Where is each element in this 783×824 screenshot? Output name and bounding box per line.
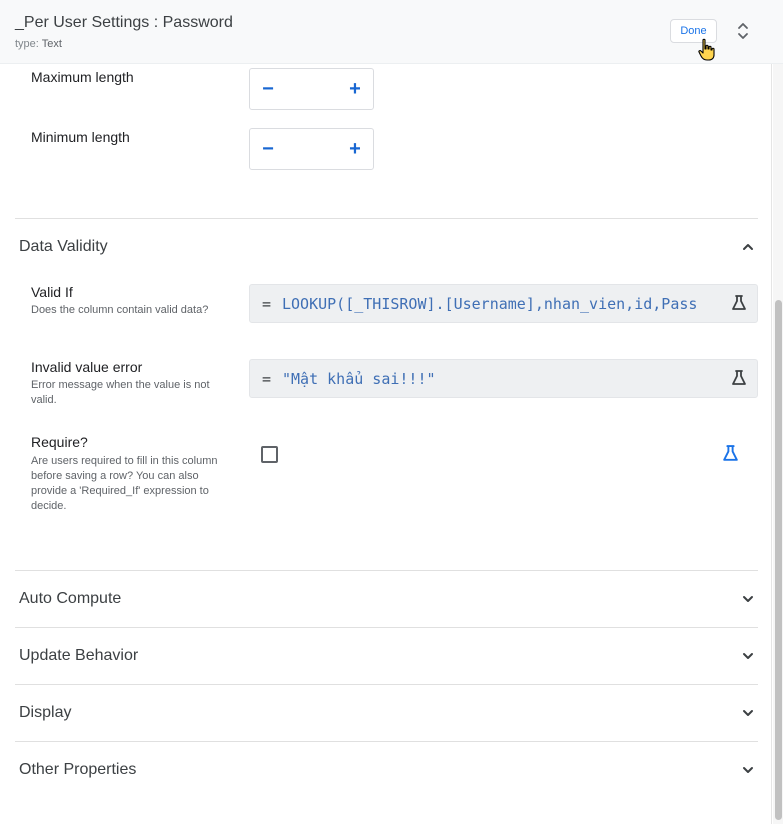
section-divider — [15, 218, 758, 219]
increment-button[interactable]: + — [349, 138, 361, 160]
panel-border — [771, 64, 772, 824]
minimum-length-label: Minimum length — [31, 129, 130, 145]
require-label: Require? — [31, 434, 88, 450]
section-title-display[interactable]: Display — [19, 704, 72, 721]
section-divider — [15, 570, 758, 571]
chevron-down-icon[interactable] — [740, 648, 756, 664]
invalid-value-error-expression[interactable]: "Mật khẩu sai!!!" — [282, 370, 436, 388]
equals-sign: = — [262, 295, 272, 313]
scrollbar-thumb[interactable] — [775, 300, 782, 820]
valid-if-help: Does the column contain valid data? — [31, 304, 209, 316]
invalid-value-error-help: Error message when the value is not valid. — [31, 379, 210, 406]
section-divider — [15, 627, 758, 628]
chevron-down-icon[interactable] — [740, 762, 756, 778]
chevron-up-icon[interactable] — [740, 239, 756, 255]
valid-if-expression[interactable]: LOOKUP([_THISROW].[Username],nhan_vien,id,Pass — [282, 295, 698, 313]
minimum-length-stepper[interactable] — [249, 128, 374, 170]
section-title-data-validity[interactable]: Data Validity — [19, 238, 108, 255]
flask-icon[interactable] — [721, 444, 740, 463]
decrement-button[interactable]: − — [262, 78, 274, 100]
chevron-down-icon[interactable] — [740, 591, 756, 607]
type-value: Text — [41, 38, 62, 50]
column-title: _Per User Settings : Password — [15, 14, 233, 31]
increment-button[interactable]: + — [349, 78, 361, 100]
section-title-other-properties[interactable]: Other Properties — [19, 761, 137, 778]
equals-sign: = — [262, 370, 272, 388]
maximum-length-stepper[interactable] — [249, 68, 374, 110]
section-title-update-behavior[interactable]: Update Behavior — [19, 647, 139, 664]
section-divider — [15, 741, 758, 742]
invalid-value-error-field[interactable] — [249, 359, 758, 398]
maximum-length-label: Maximum length — [31, 69, 134, 85]
require-checkbox[interactable] — [261, 446, 278, 463]
type-prefix: type: — [15, 38, 39, 50]
valid-if-label: Valid If — [31, 284, 73, 300]
flask-icon[interactable] — [730, 369, 748, 387]
done-button[interactable]: Done — [670, 19, 717, 43]
hand-pointer-icon — [697, 38, 717, 62]
decrement-button[interactable]: − — [262, 138, 274, 160]
require-help: Are users required to fill in this column before saving a row? You can also provide a 'Required_If' expression to decide. — [31, 455, 218, 512]
section-divider — [15, 684, 758, 685]
valid-if-expression-field[interactable] — [249, 284, 758, 323]
unfold-icon[interactable] — [733, 20, 753, 42]
column-editor-header — [0, 0, 783, 64]
invalid-value-error-label: Invalid value error — [31, 359, 143, 375]
column-type-label — [15, 38, 62, 50]
chevron-down-icon[interactable] — [740, 705, 756, 721]
flask-icon[interactable] — [730, 294, 748, 312]
section-title-auto-compute[interactable]: Auto Compute — [19, 590, 122, 607]
